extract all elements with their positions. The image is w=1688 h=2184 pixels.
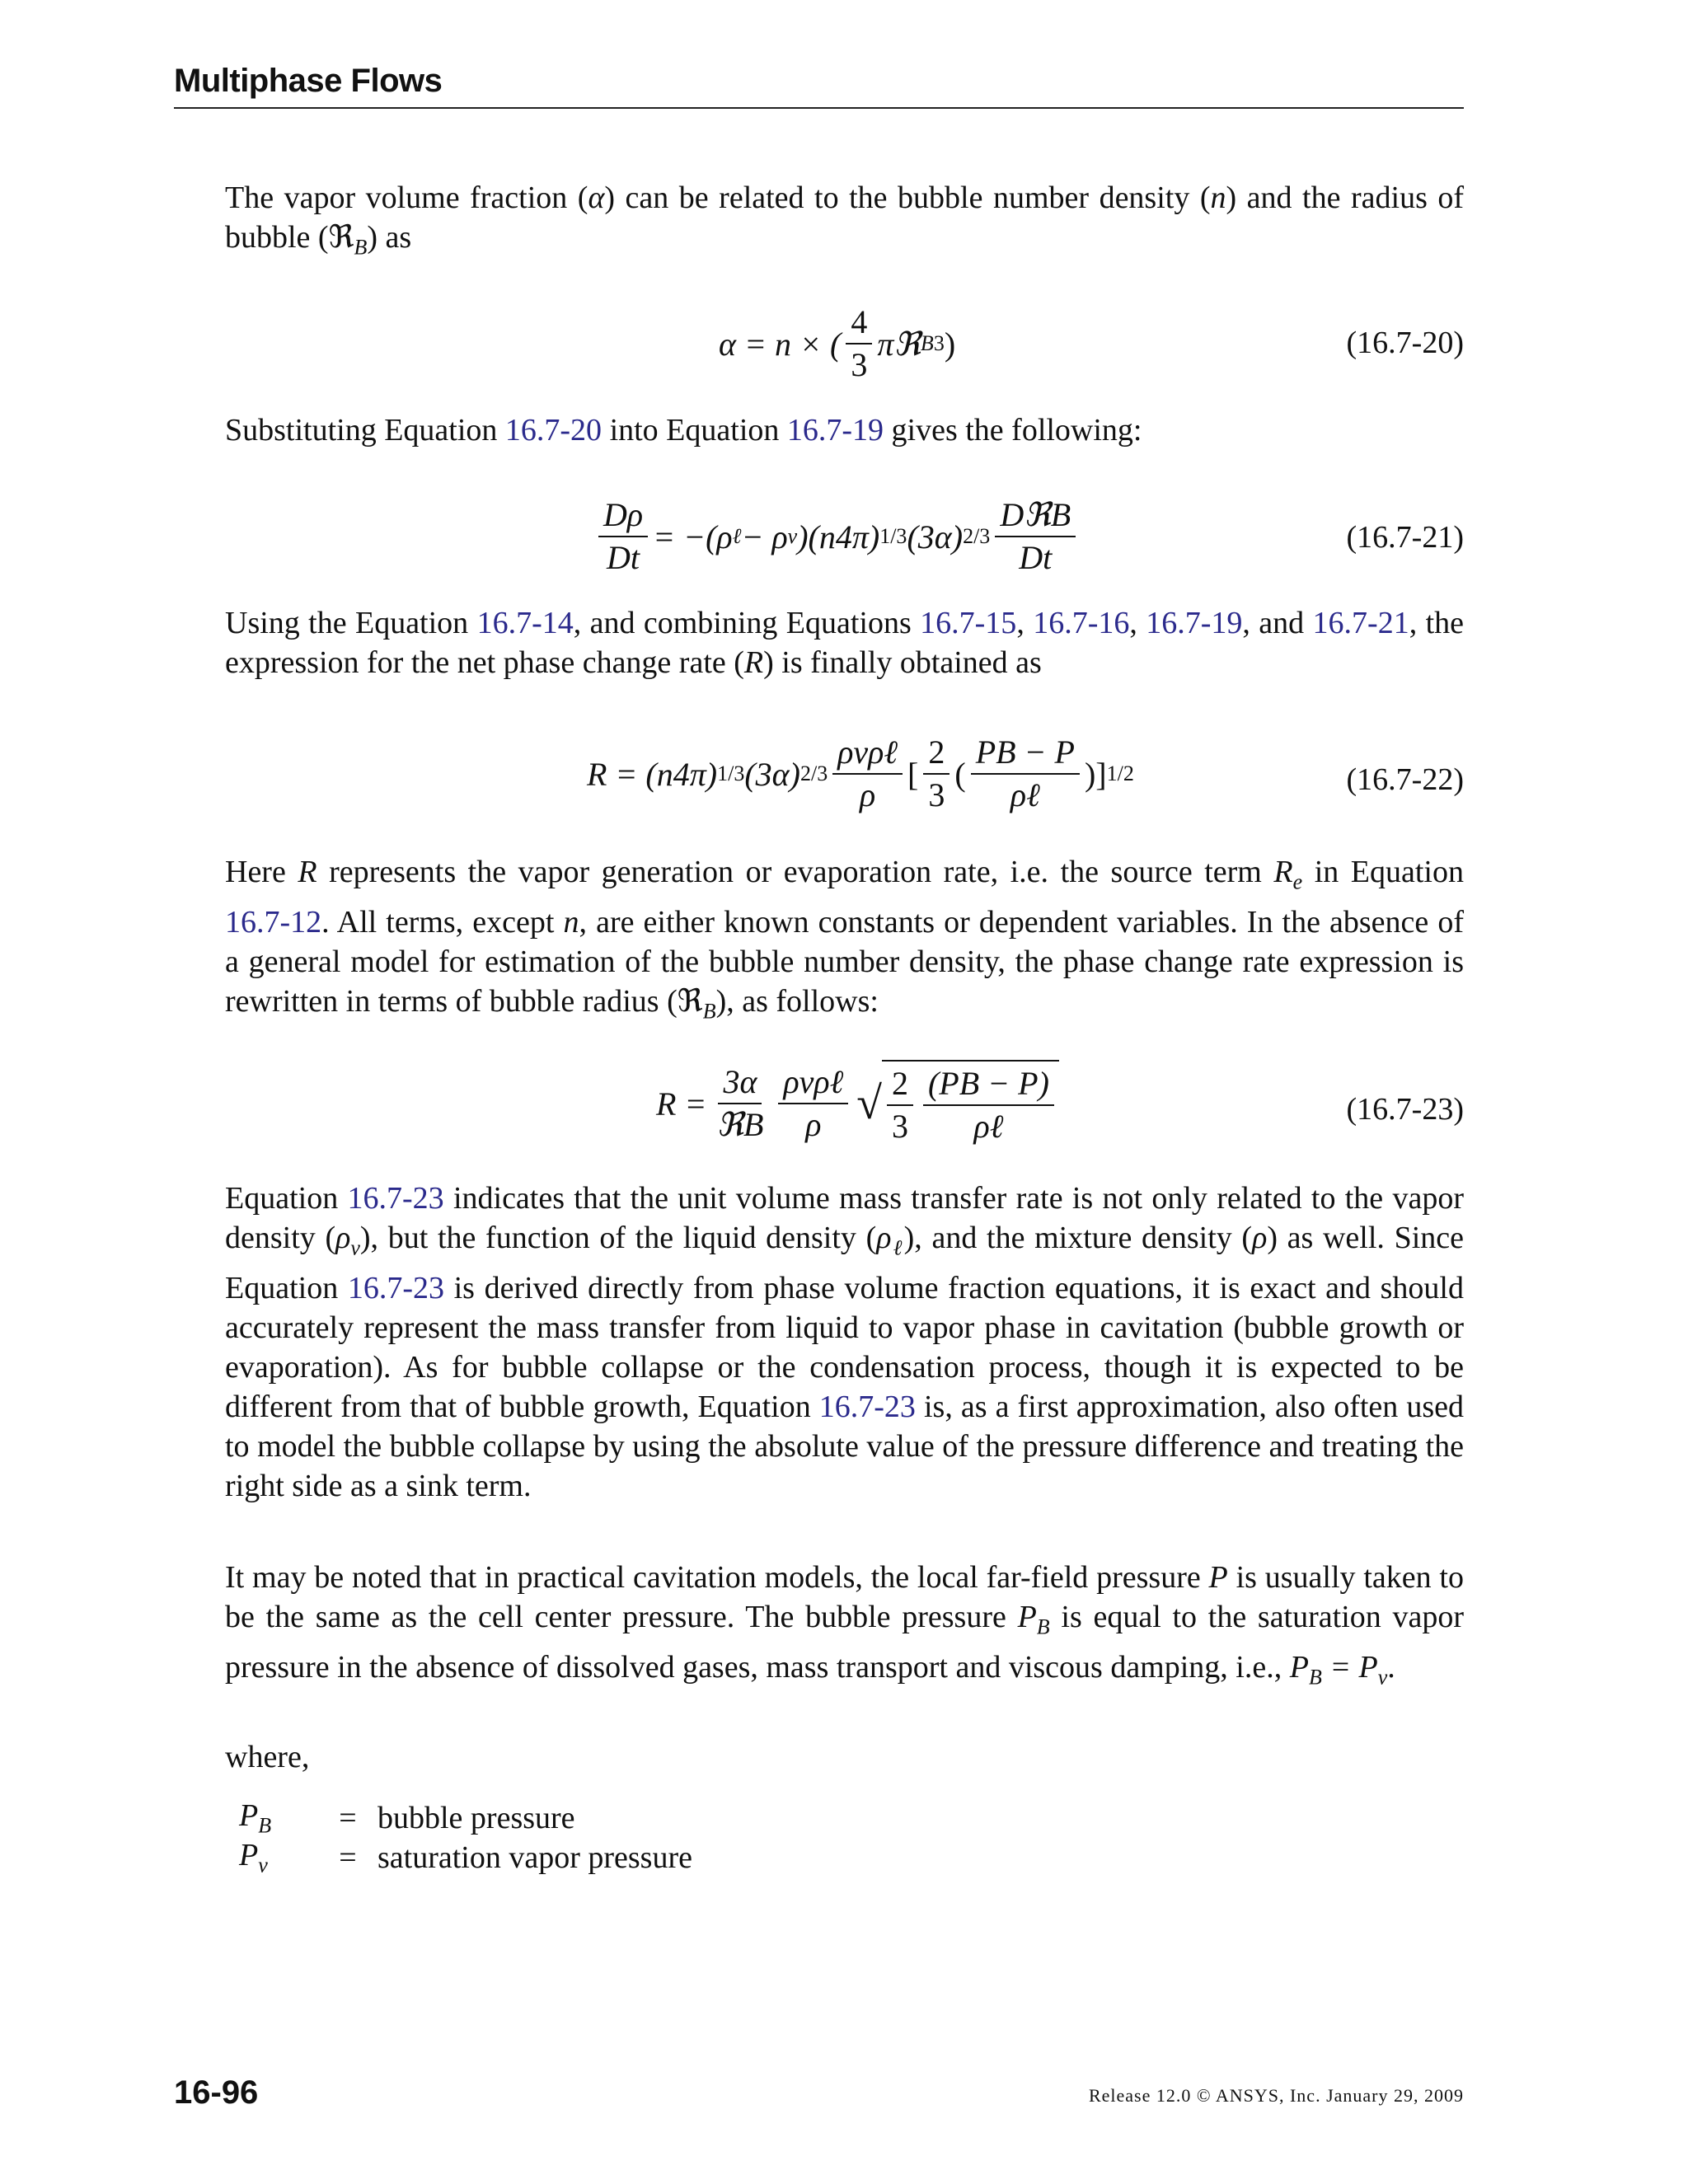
equation-link[interactable]: 16.7-12: [225, 904, 322, 940]
equation-number: (16.7-21): [1346, 520, 1464, 555]
page-header-title: Multiphase Flows: [174, 63, 443, 99]
equation-link[interactable]: 16.7-14: [476, 606, 574, 640]
equation-link[interactable]: 16.7-21: [1312, 606, 1409, 640]
equation-link[interactable]: 16.7-23: [347, 1181, 444, 1216]
header-divider: [174, 107, 1464, 109]
equation-link[interactable]: 16.7-23: [347, 1270, 444, 1305]
page-number: 16-96: [174, 2074, 259, 2111]
definition-row: $P_B$ = bubble pressure: [239, 1798, 575, 1838]
paragraph-equation-indicates: Equation 16.7-23 indicates that the unit volume mass transfer rate is not only related to the vapor density $(\rho_v)$, but the function of the liquid density $(\rho_\ell)$, and the mixture density (ρ) as well. Since Equation 16.7-23 is derived directly from phase volume fraction equations, it is exact and should accurately represent the mass transfer from liquid to vapor phase in cavitation (bubble growth or evaporation). As for bubble collapse or the condensation process, though it is expected to be different from that of bubble growth, Equation 16.7-23 is, as a first approximation, also often used to model the bubble collapse by using the absolute value of the pressure difference and treating the right side as a sink term.: [225, 1181, 1465, 1503]
equation-16-7-20: α = n × ( $\frac{4}{3}$ πℜ B 3 ): [719, 303, 956, 383]
paragraph-practical-models: It may be noted that in practical cavitation models, the local far-field pressure P is usually taken to be the same as the cell center pressure. The bubble pressure $P_B$ is equal to the saturation vapor pressure in the absence of dissolved gases, mass transport and viscous damping, i.e., $P_B = P_v$.: [225, 1560, 1464, 1690]
equation-link[interactable]: 16.7-16: [1033, 606, 1130, 640]
equation-number: (16.7-22): [1346, 762, 1464, 797]
equation-link[interactable]: 16.7-20: [504, 413, 603, 448]
equation-16-7-23: R = $\frac{3\alpha}{\text{ℜB}}$ $\frac{\text{ρvρℓ}}{\rho}$ √ $\frac{2}{3}$ $\frac{(PB - P)}{\text{ρℓ}}$: [656, 1060, 1059, 1147]
equation-number: (16.7-20): [1346, 326, 1464, 360]
release-info: Release 12.0 © ANSYS, Inc. January 29, 2009: [1088, 2085, 1464, 2106]
equation-link[interactable]: 16.7-19: [786, 413, 884, 448]
paragraph-substituting: Substituting Equation 16.7-20 into Equation 16.7-19 gives the following:: [225, 413, 1142, 448]
equation-16-7-22: R = (n4π) 1/3 (3α) 2/3 $\frac{\text{ρvρℓ}}{\rho}$ [ $\frac{2}{3}$ ( $\frac{PB - P}{\text{ρℓ}}$ )] 1/2: [587, 733, 1134, 813]
equation-link[interactable]: 16.7-19: [1146, 606, 1243, 640]
equation-link[interactable]: 16.7-15: [920, 606, 1017, 640]
paragraph-vapor-fraction: The vapor volume fraction (α) can be related to the bubble number density (n) and the radius of bubble (ℜ$_B$) as: [225, 180, 1465, 260]
sqrt-symbol: √: [856, 1078, 882, 1129]
variable-definitions: [239, 1798, 692, 1877]
equation-16-7-21: $\frac{D\rho}{Dt}$ = −(ρ ℓ − ρ v )(n4π) 1/3 (3α) 2/3 $\frac{\text{DℜB}}{Dt}$: [593, 494, 1081, 579]
paragraph-here-r: Here R represents the vapor generation or evaporation rate, i.e. the source term $R_e$ in Equation 16.7-12. All terms, except n, are either known constants or dependent variables. In the absence of a general model for estimation of the bubble number density, the phase change rate expression is rewritten in terms of bubble radius (ℜ$_B$), as follows:: [225, 855, 1464, 1024]
paragraph-using-equation: Using the Equation 16.7-14, and combining Equations 16.7-15, 16.7-16, 16.7-19, and 16.7-21, the expression for the net phase change rate (R) is finally obtained as: [225, 606, 1465, 680]
equation-link[interactable]: 16.7-23: [818, 1389, 916, 1424]
definition-row: $P_v$ = saturation vapor pressure: [239, 1838, 692, 1877]
equation-number: (16.7-23): [1346, 1092, 1464, 1127]
paragraph-where: where,: [225, 1740, 310, 1774]
